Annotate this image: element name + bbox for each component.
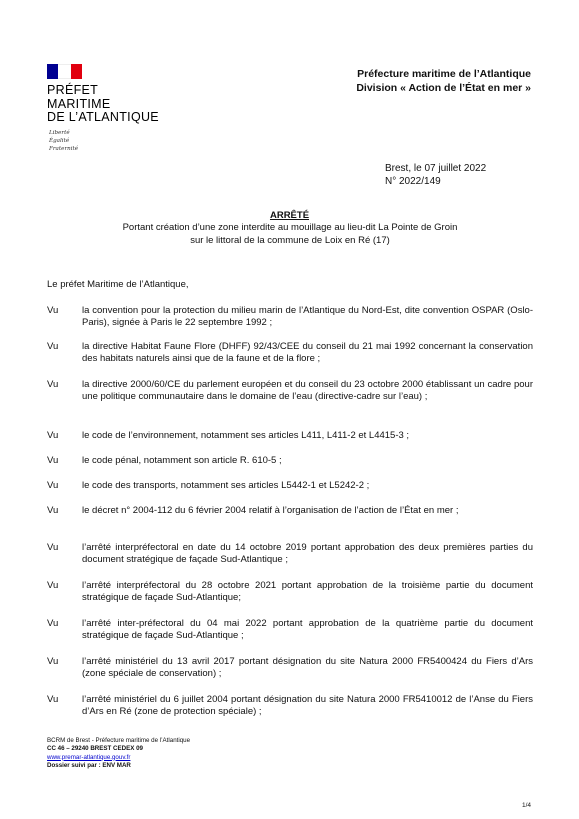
vu-item	[47, 455, 533, 467]
vu-label: Vu	[47, 542, 59, 553]
vu-item	[47, 542, 533, 567]
vu-text: la directive Habitat Faune Flore (DHFF) 92/43/CEE du conseil du 21 mai 1992 concernant la conservation des habitats naturels ainsi que de la faune et de la flore ;	[82, 341, 533, 365]
vu-item	[47, 305, 533, 330]
footer-org: BCRM de Brest - Préfecture maritime de l’Atlantique	[47, 737, 191, 744]
vu-label: Vu	[47, 618, 59, 629]
vu-label: Vu	[47, 341, 59, 352]
page-number: 1/4	[521, 802, 531, 809]
authority-line-1: Préfecture maritime de l’Atlantique	[357, 68, 531, 80]
vu-text: l’arrêté inter-préfectoral du 04 mai 2022 portant approbation de la quatrième partie du document stratégique de façade Sud-Atlantique ;	[82, 618, 533, 642]
vu-item	[47, 618, 533, 643]
issuing-authority	[356, 67, 531, 95]
vu-label: Vu	[47, 455, 59, 466]
vu-label: Vu	[47, 505, 59, 516]
vu-label: Vu	[47, 430, 59, 441]
wordmark-line-1: PRÉFET	[47, 83, 99, 97]
vu-item	[47, 580, 533, 605]
wordmark-line-3: DE L’ATLANTIQUE	[47, 110, 159, 124]
vu-label: Vu	[47, 379, 59, 390]
footer-website-link[interactable]: www.premar-atlantique.gouv.fr	[47, 753, 131, 761]
vu-item	[47, 694, 533, 719]
place-date: Brest, le 07 juillet 2022	[385, 163, 487, 174]
subtitle-line-1: Portant création d’une zone interdite au mouillage au lieu-dit La Pointe de Groin	[122, 222, 458, 233]
vu-item	[47, 656, 533, 681]
vu-text: l’arrêté ministériel du 13 avril 2017 portant désignation du site Natura 2000 FR5400424 du Fiers d’Ars (zone spéciale de conservation) ;	[82, 656, 533, 680]
vu-item	[47, 341, 533, 366]
intro-line: Le préfet Maritime de l’Atlantique,	[47, 279, 189, 290]
wordmark-line-2: MARITIME	[47, 96, 111, 111]
vu-text: l’arrêté interpréfectoral en date du 14 octobre 2019 portant approbation des deux premières parties du document stratégique de façade Sud-Atlantique ;	[82, 542, 533, 566]
vu-item	[47, 505, 533, 517]
vu-text: le code des transports, notamment ses articles L5442-1 et L5242-2 ;	[82, 480, 370, 491]
vu-text: l’arrêté interpréfectoral du 28 octobre 2021 portant approbation de la troisième partie du document stratégique de façade Sud-Atlantique;	[82, 580, 533, 604]
vu-text: le code pénal, notamment son article R. 610-5 ;	[82, 455, 282, 466]
motto-fraternite: Fraternité	[49, 145, 79, 152]
vu-text: l’arrêté ministériel du 6 juillet 2004 portant désignation du site Natura 2000 FR5410012 de l’Anse du Fiers d’Ars en Ré (zone de protection spéciale) ;	[82, 694, 533, 718]
vu-text: la directive 2000/60/CE du parlement européen et du conseil du 23 octobre 2000 établissant un cadre pour une politique communautaire dans le domaine de l’eau (directive-cadre sur l’eau) ;	[82, 379, 533, 403]
vu-text: le décret n° 2004-112 du 6 février 2004 relatif à l’organisation de l’action de l’État en mer ;	[82, 505, 459, 516]
vu-label: Vu	[47, 580, 59, 591]
marianne-flag-logo	[47, 64, 82, 79]
date-block	[385, 162, 486, 188]
motto-liberte: Liberté	[49, 130, 70, 136]
republic-motto	[49, 130, 78, 153]
vu-label: Vu	[47, 694, 59, 705]
vu-label: Vu	[47, 656, 59, 667]
footer-contact: Dossier suivi par : ENV MAR	[47, 761, 131, 769]
decree-number: N° 2022/149	[385, 176, 441, 187]
document-title: ARRÊTÉ	[269, 210, 310, 221]
vu-item	[47, 480, 533, 492]
vu-item	[47, 430, 533, 442]
vu-text: la convention pour la protection du milieu marin de l’Atlantique du Nord-Est, dite convention OSPAR (Oslo-Paris), signée à Paris le 22 septembre 1992 ;	[82, 305, 533, 329]
motto-egalite: Égalité	[49, 137, 70, 144]
vu-item	[47, 379, 533, 404]
document-subtitle	[60, 222, 520, 247]
vu-label: Vu	[47, 305, 59, 316]
vu-label: Vu	[47, 480, 59, 491]
prefet-wordmark	[47, 84, 159, 125]
footer-postal: CC 46 – 29240 BREST CEDEX 09	[47, 745, 143, 753]
footer-address	[47, 737, 190, 770]
authority-line-2: Division « Action de l’État en mer »	[356, 82, 531, 94]
vu-text: le code de l’environnement, notamment ses articles L411, L411-2 et L4415-3 ;	[82, 430, 410, 441]
subtitle-line-2: sur le littoral de la commune de Loix en Ré (17)	[190, 234, 390, 246]
